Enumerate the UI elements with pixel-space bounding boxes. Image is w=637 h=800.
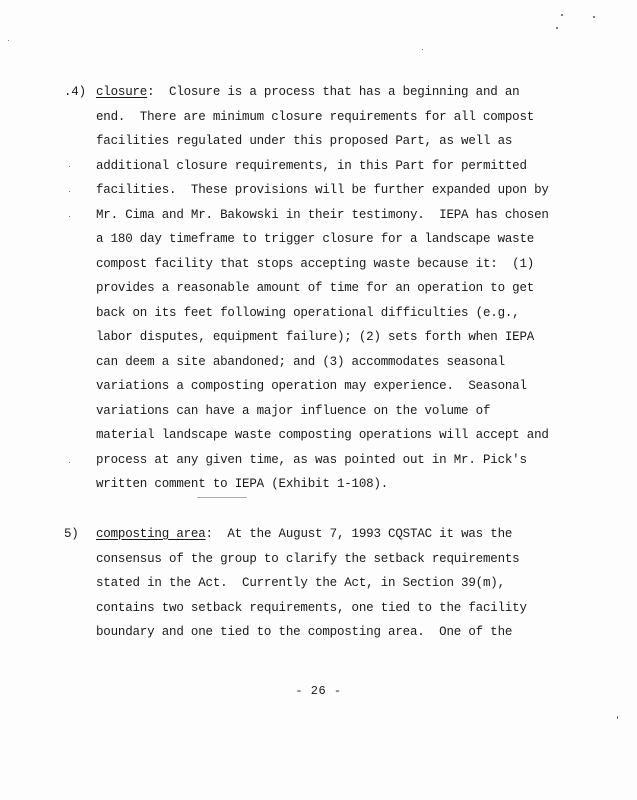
text-line: facilities regulated under this proposed Part, as well as xyxy=(96,134,513,148)
scan-speck xyxy=(561,14,563,16)
text-line xyxy=(96,80,566,105)
text-line: additional closure requirements, in this Part for permitted xyxy=(96,158,527,173)
text-line: end. There are minimum closure requirements for all compost xyxy=(96,109,535,124)
scan-speck xyxy=(593,16,595,18)
item-body xyxy=(96,522,566,645)
scan-speck xyxy=(69,216,70,217)
text-line: compost facility that stops accepting waste because it: (1) xyxy=(96,256,535,271)
scan-speck xyxy=(69,462,70,463)
text-line: written comment to IEPA (Exhibit 1-108). xyxy=(96,477,389,491)
text-line: labor disputes, equipment failure); (2) sets forth when IEPA xyxy=(96,330,535,344)
scan-speck xyxy=(197,497,247,498)
text-fragment: : At the August 7, 1993 CQSTAC it was the xyxy=(205,527,513,541)
defined-term: composting area xyxy=(96,527,206,541)
text-line: can deem a site abandoned; and (3) accommodates seasonal xyxy=(96,354,505,369)
text-line xyxy=(96,522,566,547)
scan-speck xyxy=(69,191,70,192)
item-body xyxy=(96,80,566,497)
text-line: variations a composting operation may experience. Seasonal xyxy=(96,379,527,393)
item-number: .4) xyxy=(64,85,86,99)
text-line: back on its feet following operational difficulties (e.g., xyxy=(96,305,520,320)
text-line: a 180 day timeframe to trigger closure for a landscape waste xyxy=(96,232,535,246)
scan-speck xyxy=(69,166,70,167)
scan-speck xyxy=(422,49,423,50)
scan-speck xyxy=(556,27,558,29)
text-line: variations can have a major influence on the volume of xyxy=(96,403,491,418)
text-line: stated in the Act. Currently the Act, in Section 39(m), xyxy=(96,576,505,590)
text-line: process at any given time, as was pointed out in Mr. Pick's xyxy=(96,452,527,467)
text-line: material landscape waste composting operations will accept and xyxy=(96,428,549,442)
scan-speck xyxy=(617,716,618,719)
text-line: boundary and one tied to the composting area. One of the xyxy=(96,625,513,639)
text-line: facilities. These provisions will be further expanded upon by xyxy=(96,183,549,197)
text-line: contains two setback requirements, one tied to the facility xyxy=(96,600,527,615)
item-number: 5) xyxy=(64,527,79,541)
text-line: provides a reasonable amount of time for an operation to get xyxy=(96,281,535,295)
defined-term: closure xyxy=(96,85,148,99)
text-fragment: : Closure is a process that has a beginning and an xyxy=(147,85,520,99)
text-line: consensus of the group to clarify the setback requirements xyxy=(96,551,520,566)
scan-speck xyxy=(8,40,9,41)
text-line: Mr. Cima and Mr. Bakowski in their testimony. IEPA has chosen xyxy=(96,207,549,222)
page-number: - 26 - xyxy=(295,684,342,698)
